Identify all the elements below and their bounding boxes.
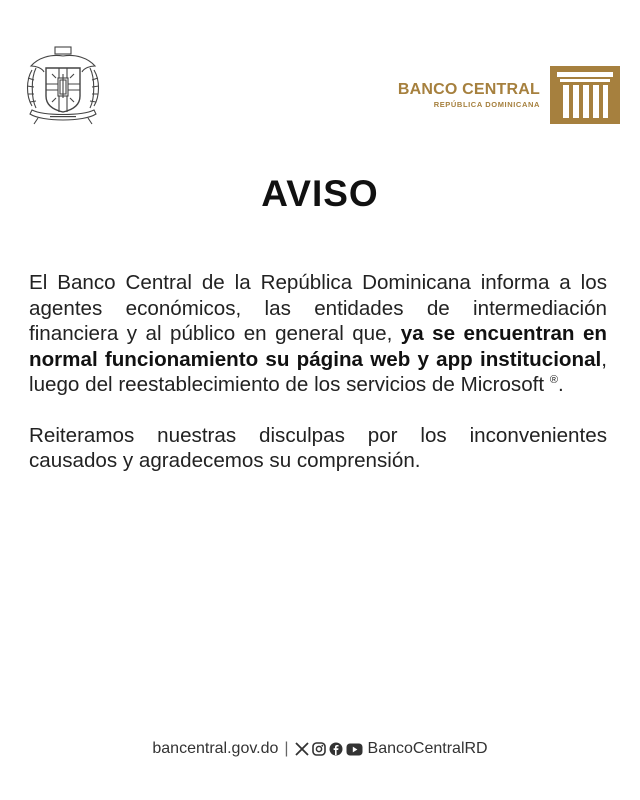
youtube-icon[interactable] (346, 743, 363, 756)
paragraph-1-highlight: ya se encuentran en normal funcionamiento su página web y app institucional (29, 322, 608, 371)
facebook-icon[interactable] (329, 742, 343, 756)
social-handle[interactable]: BancoCentralRD (367, 740, 488, 757)
coat-of-arms-icon (22, 44, 104, 128)
x-icon[interactable] (295, 742, 309, 756)
notice-paragraph-2: Reiteramos nuestras disculpas por los inconvenientes causados y agradecemos su comprensión. (29, 423, 607, 472)
notice-title: AVISO (261, 173, 379, 214)
bank-name: BANCO CENTRAL (397, 80, 540, 98)
notice-paragraph-1 (29, 270, 607, 398)
central-bank-columns-icon (550, 66, 620, 124)
bank-logo (398, 66, 620, 124)
footer (0, 740, 640, 758)
website-link[interactable]: bancentral.gov.do (152, 740, 279, 757)
paragraph-1-end: . (557, 373, 564, 396)
notice-body (29, 270, 607, 474)
registered-mark: ® (549, 374, 558, 387)
social-icons (295, 742, 363, 756)
paragraph-1-intro: El Banco Central de la República Dominicana informa a los agentes económicos, las entidades de intermediación financiera y al público en general que, (29, 271, 607, 345)
bank-logo-text (398, 81, 540, 110)
footer-separator: | (284, 740, 289, 757)
bank-subtitle: REPÚBLICA DOMINICANA (433, 99, 540, 109)
instagram-icon[interactable] (312, 742, 326, 756)
paragraph-1-continuation: , luego del reestablecimiento de los servicios de Microsoft (29, 347, 607, 396)
